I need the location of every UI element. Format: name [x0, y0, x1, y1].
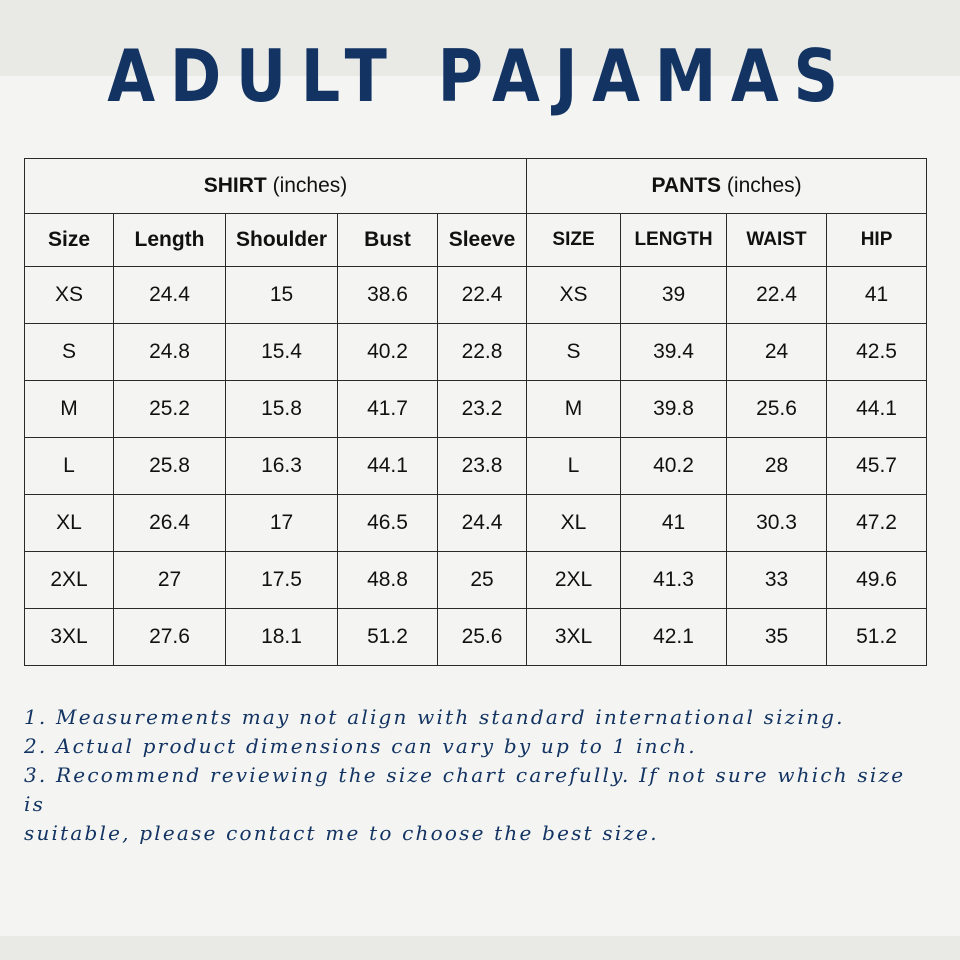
pants-length-cell: 39.4	[621, 324, 727, 381]
shirt-length-cell: 25.2	[114, 381, 226, 438]
shirt-bust-cell: 41.7	[338, 381, 438, 438]
group-header-row	[25, 159, 927, 214]
column-header-row	[25, 214, 927, 267]
note-line: 2. Actual product dimensions can vary by up to 1 inch.	[24, 734, 697, 758]
shirt-size-cell: XS	[25, 267, 114, 324]
table-row	[25, 267, 927, 324]
shirt-length-cell: 27	[114, 552, 226, 609]
pants-waist-cell: 25.6	[727, 381, 827, 438]
pants-hip-cell: 45.7	[827, 438, 927, 495]
pants-hip-cell: 41	[827, 267, 927, 324]
table-row	[25, 609, 927, 666]
note-line: 3. Recommend reviewing the size chart carefully. If not sure which size is	[24, 763, 906, 816]
table-row	[25, 495, 927, 552]
pants-waist-cell: 35	[727, 609, 827, 666]
shirt-length-cell: 24.8	[114, 324, 226, 381]
shirt-size-cell: XL	[25, 495, 114, 552]
pants-waist-cell: 28	[727, 438, 827, 495]
shirt-sleeve-cell: 25	[438, 552, 527, 609]
shirt-shoulder-cell: 15.8	[226, 381, 338, 438]
shirt-bust-cell: 40.2	[338, 324, 438, 381]
shirt-bust-cell: 51.2	[338, 609, 438, 666]
shirt-sleeve-cell: 25.6	[438, 609, 527, 666]
shirt-shoulder-cell: 16.3	[226, 438, 338, 495]
note-line: 1. Measurements may not align with standard international sizing.	[24, 705, 845, 729]
shirt-length-cell: 25.8	[114, 438, 226, 495]
pants-size-cell: 3XL	[527, 609, 621, 666]
pants-length-cell: 39.8	[621, 381, 727, 438]
pants-length-cell: 41.3	[621, 552, 727, 609]
shirt-size-cell: S	[25, 324, 114, 381]
pants-hip-cell: 49.6	[827, 552, 927, 609]
pants-waist-cell: 22.4	[727, 267, 827, 324]
pants-col-length: LENGTH	[621, 214, 727, 267]
pants-group-header	[527, 159, 927, 214]
pants-length-cell: 40.2	[621, 438, 727, 495]
shirt-sleeve-cell: 24.4	[438, 495, 527, 552]
pants-col-waist: WAIST	[727, 214, 827, 267]
shirt-bust-cell: 44.1	[338, 438, 438, 495]
shirt-col-size: Size	[25, 214, 114, 267]
pants-length-cell: 42.1	[621, 609, 727, 666]
shirt-size-cell: 2XL	[25, 552, 114, 609]
pants-hip-cell: 47.2	[827, 495, 927, 552]
shirt-sleeve-cell: 22.4	[438, 267, 527, 324]
pants-size-cell: XS	[527, 267, 621, 324]
pants-size-cell: 2XL	[527, 552, 621, 609]
table-row	[25, 324, 927, 381]
shirt-shoulder-cell: 18.1	[226, 609, 338, 666]
pants-col-size: SIZE	[527, 214, 621, 267]
shirt-shoulder-cell: 17.5	[226, 552, 338, 609]
pants-hip-cell: 44.1	[827, 381, 927, 438]
shirt-group-label: SHIRT	[203, 174, 267, 197]
table-row	[25, 438, 927, 495]
shirt-bust-cell: 46.5	[338, 495, 438, 552]
shirt-col-shoulder: Shoulder	[226, 214, 338, 267]
shirt-shoulder-cell: 15.4	[226, 324, 338, 381]
pants-unit-label: (inches)	[726, 174, 802, 197]
pants-waist-cell: 30.3	[727, 495, 827, 552]
pants-waist-cell: 24	[727, 324, 827, 381]
shirt-size-cell: L	[25, 438, 114, 495]
pants-size-cell: S	[527, 324, 621, 381]
pants-waist-cell: 33	[727, 552, 827, 609]
size-chart-table	[24, 158, 927, 666]
note-line: suitable, please contact me to choose the best size.	[24, 821, 659, 845]
shirt-col-bust: Bust	[338, 214, 438, 267]
pants-length-cell: 39	[621, 267, 727, 324]
shirt-group-header	[25, 159, 527, 214]
shirt-col-length: Length	[114, 214, 226, 267]
table-row	[25, 381, 927, 438]
size-notes	[24, 703, 924, 848]
shirt-col-sleeve: Sleeve	[438, 214, 527, 267]
pants-hip-cell: 42.5	[827, 324, 927, 381]
shirt-length-cell: 24.4	[114, 267, 226, 324]
shirt-bust-cell: 38.6	[338, 267, 438, 324]
shirt-length-cell: 27.6	[114, 609, 226, 666]
shirt-shoulder-cell: 17	[226, 495, 338, 552]
shirt-bust-cell: 48.8	[338, 552, 438, 609]
shirt-sleeve-cell: 23.2	[438, 381, 527, 438]
shirt-length-cell: 26.4	[114, 495, 226, 552]
pants-group-label: PANTS	[651, 174, 722, 197]
table-row	[25, 552, 927, 609]
shirt-size-cell: 3XL	[25, 609, 114, 666]
pants-col-hip: HIP	[827, 214, 927, 267]
shirt-sleeve-cell: 23.8	[438, 438, 527, 495]
pants-hip-cell: 51.2	[827, 609, 927, 666]
pants-size-cell: XL	[527, 495, 621, 552]
shirt-size-cell: M	[25, 381, 114, 438]
pants-length-cell: 41	[621, 495, 727, 552]
shirt-unit-label: (inches)	[272, 174, 348, 197]
pants-size-cell: M	[527, 381, 621, 438]
bottom-band	[0, 936, 960, 960]
pants-size-cell: L	[527, 438, 621, 495]
shirt-sleeve-cell: 22.8	[438, 324, 527, 381]
page-title: ADULT PAJAMAS	[107, 34, 853, 118]
shirt-shoulder-cell: 15	[226, 267, 338, 324]
